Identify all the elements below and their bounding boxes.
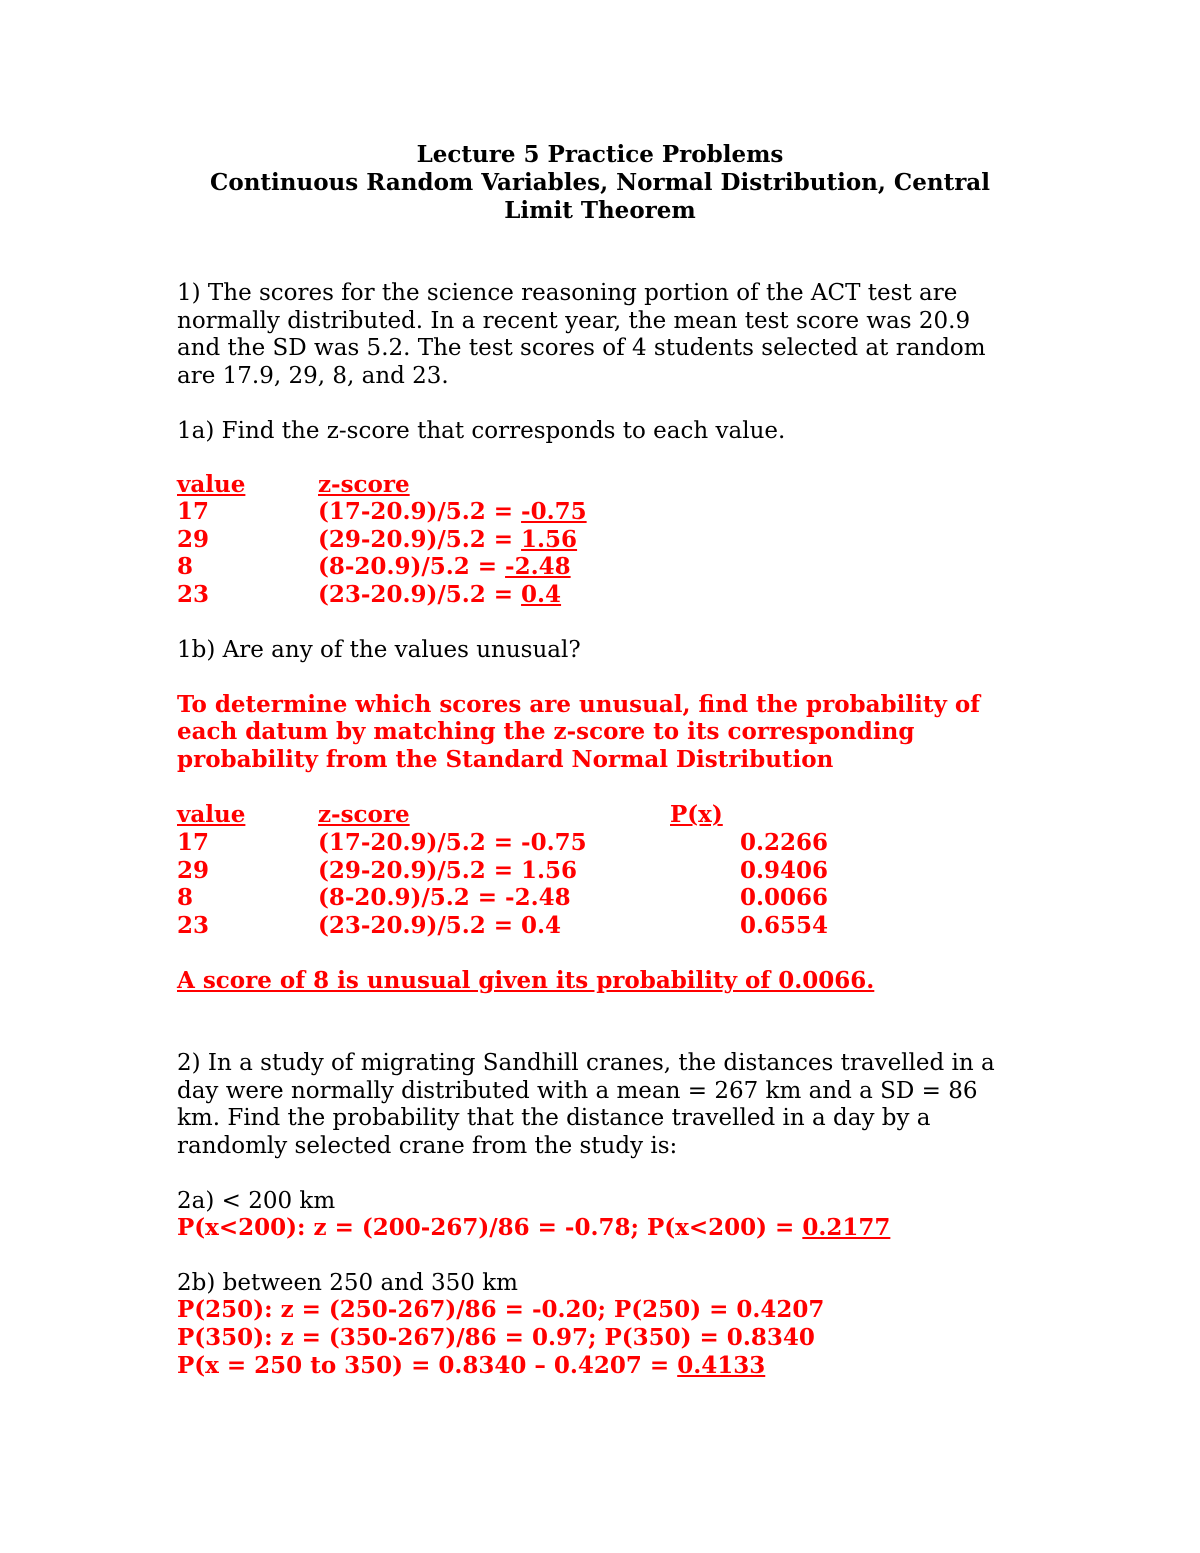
document-title: Lecture 5 Practice Problems	[416, 141, 784, 168]
answer-a-prefix: P(x<200): z = (200-267)/86 = -0.78; P(x<200) =	[177, 1214, 803, 1241]
table1-row-z	[318, 581, 561, 609]
table2-cell-value: 29	[177, 857, 210, 884]
table1-cell-z: -0.75	[521, 498, 587, 525]
answer-b-value: 0.4133	[677, 1352, 766, 1379]
explanation-line: each datum by matching the z-score to its corresponding	[177, 718, 915, 745]
explanation-line: probability from the Standard Normal Distribution	[177, 746, 834, 773]
answer-a-value: 0.2177	[802, 1214, 891, 1241]
table1-row-z	[318, 553, 571, 581]
table2-cell-p: 0.2266	[740, 829, 829, 856]
table2-header	[177, 801, 723, 829]
table2-cell-z: (23-20.9)/5.2 = 0.4	[318, 912, 562, 939]
table2-cell-value: 23	[177, 912, 210, 939]
table1-cell-z: 1.56	[521, 526, 578, 553]
document-subtitle-line1: Continuous Random Variables, Normal Distribution, Central	[210, 169, 990, 196]
table1-cell-z: -2.48	[505, 553, 571, 580]
problem1-part-b: 1b) Are any of the values unusual?	[177, 637, 581, 663]
problem2-answer-a	[177, 1214, 890, 1242]
table1-row-z	[318, 526, 577, 554]
table2-header-z: z-score	[318, 801, 410, 828]
table1-row-z	[318, 498, 587, 526]
table1-cell-expr: (29-20.9)/5.2 =	[318, 526, 522, 553]
problem2-answer-b-line: P(250): z = (250-267)/86 = -0.20; P(250) = 0.4207	[177, 1296, 825, 1323]
problem1-text-line: normally distributed. In a recent year, the mean test score was 20.9	[177, 308, 971, 334]
table1-header-z: z-score	[318, 471, 410, 498]
answer-b-prefix: P(x = 250 to 350) = 0.8340 – 0.4207 =	[177, 1352, 678, 1379]
table2-cell-z: (29-20.9)/5.2 = 1.56	[318, 857, 578, 884]
problem2-text-line: day were normally distributed with a mean = 267 km and a SD = 86	[177, 1078, 978, 1104]
table1-row	[177, 498, 209, 526]
problem1-conclusion: A score of 8 is unusual given its probability of 0.0066.	[177, 967, 875, 994]
table2-row	[177, 884, 193, 912]
table1-cell-value: 8	[177, 553, 194, 580]
document-subtitle-line2: Limit Theorem	[504, 197, 696, 224]
explanation-line: To determine which scores are unusual, find the probability of	[177, 691, 981, 718]
table1-cell-value: 29	[177, 526, 210, 553]
table1-row	[177, 553, 193, 581]
table1-cell-z: 0.4	[521, 581, 562, 608]
table1-cell-expr: (23-20.9)/5.2 =	[318, 581, 522, 608]
problem1-text-line: 1) The scores for the science reasoning portion of the ACT test are	[177, 280, 958, 306]
problem1-part-a: 1a) Find the z-score that corresponds to each value.	[177, 418, 786, 444]
problem2-text-line: km. Find the probability that the distance travelled in a day by a	[177, 1105, 931, 1131]
table1-cell-value: 17	[177, 498, 210, 525]
table2-row	[177, 857, 209, 885]
table1-cell-expr: (8-20.9)/5.2 =	[318, 553, 506, 580]
table1-row	[177, 526, 209, 554]
problem1-text-line: are 17.9, 29, 8, and 23.	[177, 363, 449, 389]
table2-cell-p: 0.0066	[740, 884, 829, 911]
table1-header	[177, 471, 412, 499]
problem2-part-b: 2b) between 250 and 350 km	[177, 1270, 518, 1296]
table1-header-value: value	[177, 471, 246, 498]
table1-cell-expr: (17-20.9)/5.2 =	[318, 498, 522, 525]
table2-cell-value: 17	[177, 829, 210, 856]
table2-cell-z: (8-20.9)/5.2 = -2.48	[318, 884, 571, 911]
table2-cell-p: 0.6554	[740, 912, 829, 939]
table1-row	[177, 581, 209, 609]
problem2-text-line: 2) In a study of migrating Sandhill cranes, the distances travelled in a	[177, 1050, 995, 1076]
table2-cell-value: 8	[177, 884, 194, 911]
problem2-part-a: 2a) < 200 km	[177, 1188, 336, 1214]
table2-row	[177, 829, 209, 857]
problem1-text-line: and the SD was 5.2. The test scores of 4 students selected at random	[177, 335, 986, 361]
problem2-text-line: randomly selected crane from the study is:	[177, 1133, 678, 1159]
problem2-answer-b-final	[177, 1352, 765, 1380]
table2-row	[177, 912, 209, 940]
table2-header-p: P(x)	[670, 801, 723, 828]
table2-cell-p: 0.9406	[740, 857, 829, 884]
problem2-answer-b-line: P(350): z = (350-267)/86 = 0.97; P(350) = 0.8340	[177, 1324, 815, 1351]
table2-header-value: value	[177, 801, 246, 828]
table2-cell-z: (17-20.9)/5.2 = -0.75	[318, 829, 587, 856]
table1-cell-value: 23	[177, 581, 210, 608]
